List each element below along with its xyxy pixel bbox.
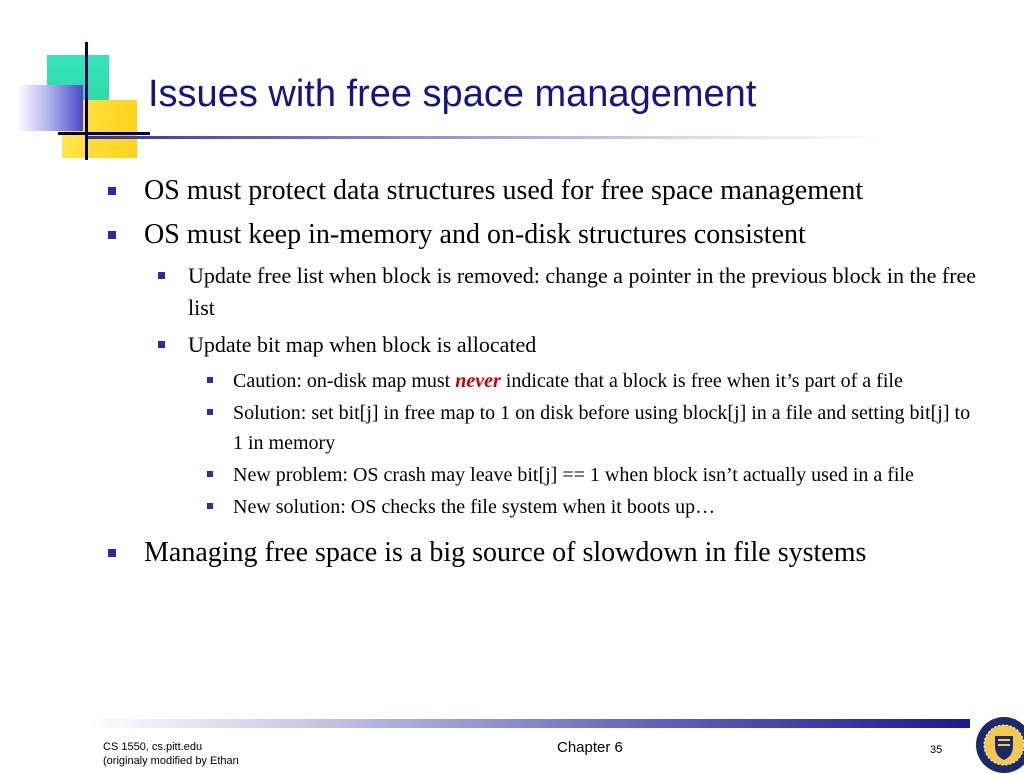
- footer-course: [103, 740, 239, 768]
- footer-bar: [85, 719, 970, 728]
- slide-number: 35: [930, 744, 943, 756]
- square-bullet-icon: [158, 341, 165, 348]
- square-bullet-icon: [108, 549, 116, 557]
- bullet-text: Update free list when block is removed: change a pointer in the previous block in the free list: [188, 263, 977, 320]
- emphasis-never: never: [455, 370, 501, 392]
- bullet-text: New problem: OS crash may leave bit[j] == 1 when block isn’t actually used in a file: [233, 464, 914, 486]
- bullet-text: New solution: OS checks the file system when it boots up…: [233, 496, 716, 518]
- square-bullet-icon: [158, 272, 165, 279]
- bullet-text: Managing free space is a big source of slowdown in file systems: [144, 537, 867, 568]
- square-bullet-icon: [207, 471, 213, 477]
- bullet-level1: [100, 172, 980, 210]
- title-underline: [88, 136, 888, 139]
- slide-body: [100, 172, 980, 578]
- bullet-level3: [100, 398, 980, 458]
- bullet-text: Solution: set bit[j] in free map to 1 on disk before using block[j] in a file and setting bit[j] to 1 in memory: [233, 402, 971, 454]
- decor-blue-square: [17, 85, 83, 131]
- bullet-text: Update bit map when block is allocated: [188, 332, 537, 357]
- bullet-level1: [100, 216, 980, 254]
- bullet-level1: [100, 534, 980, 572]
- decor-vertical-line: [85, 42, 88, 160]
- bullet-text: OS must protect data structures used for free space management: [144, 175, 864, 206]
- square-bullet-icon: [207, 377, 213, 383]
- footer-course-line1: CS 1550, cs.pitt.edu: [103, 741, 203, 753]
- bullet-text-post: indicate that a block is free when it’s part of a file: [500, 370, 903, 392]
- square-bullet-icon: [207, 503, 213, 509]
- bullet-text-pre: Caution: on-disk map must: [233, 370, 456, 392]
- footer-chapter: Chapter 6: [557, 739, 623, 756]
- bullet-level3: [100, 492, 980, 522]
- bullet-level2: [100, 260, 980, 324]
- bullet-level3: [100, 366, 980, 396]
- square-bullet-icon: [108, 231, 116, 239]
- bullet-level2: [100, 329, 980, 361]
- university-seal-icon: [975, 716, 1024, 774]
- square-bullet-icon: [108, 187, 116, 195]
- footer-course-line2: (originaly modified by Ethan: [103, 755, 239, 767]
- bullet-text: OS must keep in-memory and on-disk structures consistent: [144, 219, 806, 250]
- bullet-level3: [100, 460, 980, 490]
- slide-title: Issues with free space management: [148, 73, 757, 115]
- square-bullet-icon: [207, 409, 213, 415]
- decor-horizontal-line: [58, 132, 150, 135]
